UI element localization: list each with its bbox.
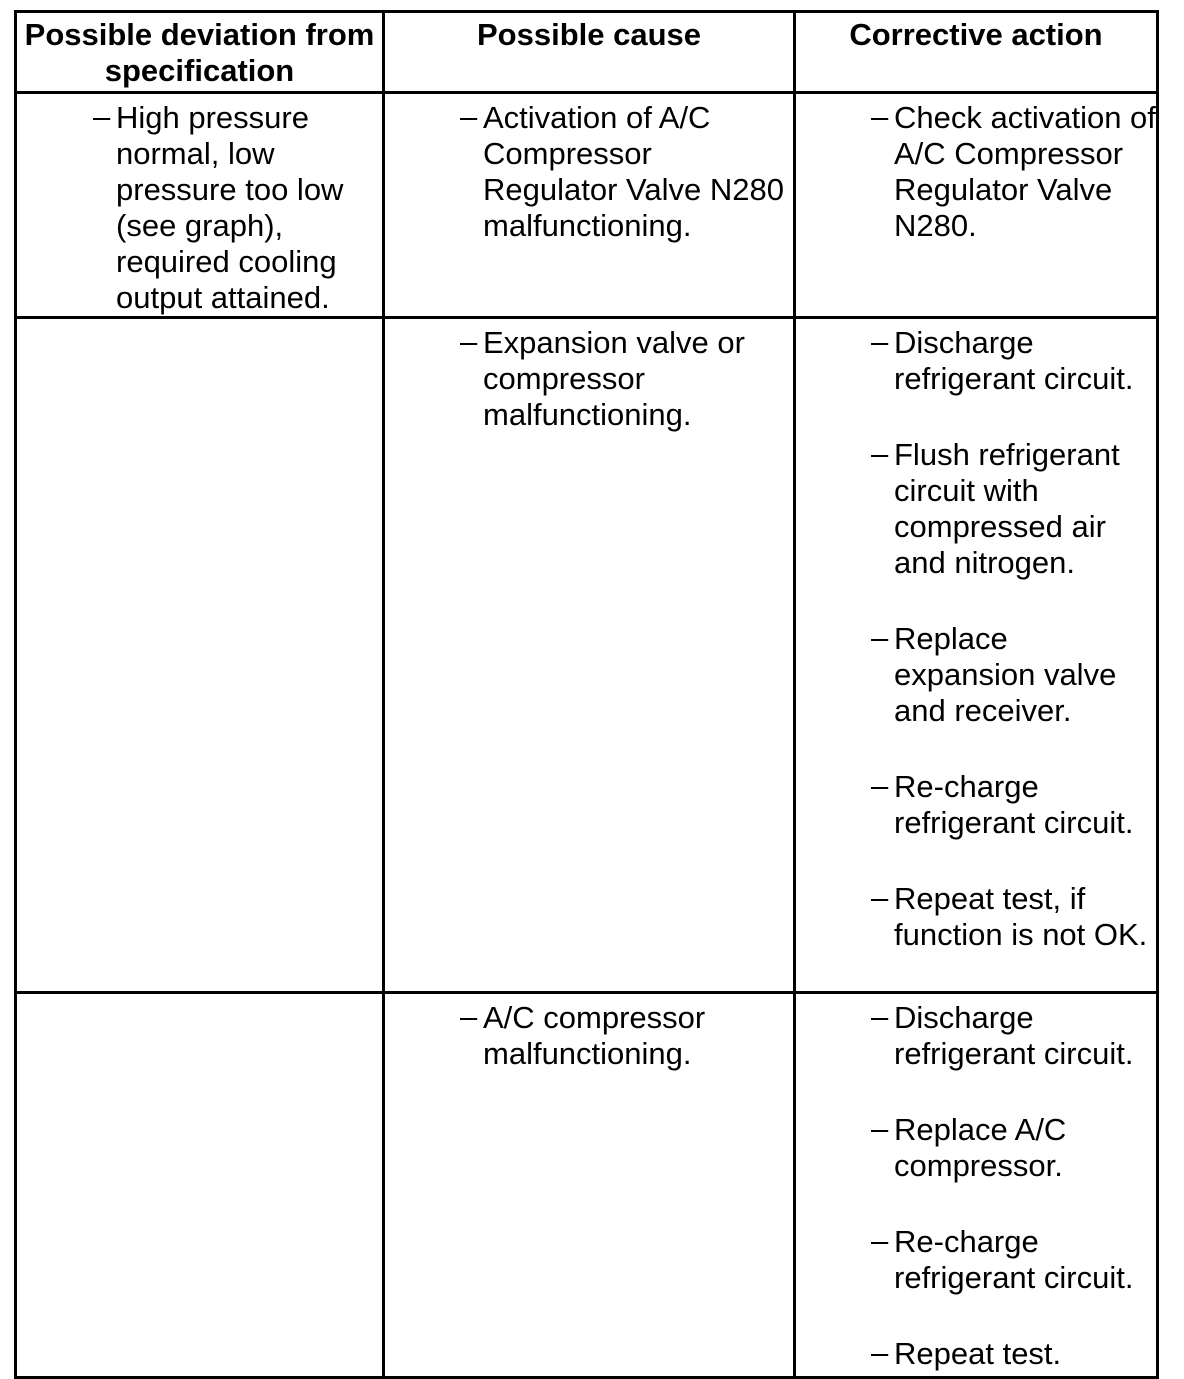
dash-bullet: – bbox=[871, 324, 889, 359]
dash-bullet: – bbox=[460, 324, 478, 359]
list-item bbox=[871, 1336, 1156, 1372]
dash-bullet: – bbox=[871, 1111, 889, 1146]
deviation-cell bbox=[16, 318, 384, 993]
list-item bbox=[871, 621, 1156, 729]
action-text: Replace expansion valve and receiver. bbox=[894, 621, 1117, 728]
header-deviation: Possible deviation from specification bbox=[16, 12, 384, 93]
action-text: Flush refrigerant circuit with compressed air and nitrogen. bbox=[894, 437, 1120, 580]
action-text: Replace A/C compressor. bbox=[894, 1112, 1067, 1183]
dash-bullet: – bbox=[871, 436, 889, 471]
action-text: Re-charge refrigerant circuit. bbox=[894, 1224, 1134, 1295]
cause-text: Expansion valve or compressor malfunctioning. bbox=[483, 325, 745, 432]
action-cell bbox=[795, 993, 1158, 1378]
dash-bullet: – bbox=[871, 620, 889, 655]
list-item bbox=[871, 1000, 1156, 1072]
dash-bullet: – bbox=[871, 99, 889, 134]
action-text: Repeat test, if function is not OK. bbox=[894, 881, 1148, 952]
dash-bullet: – bbox=[871, 1223, 889, 1258]
dash-bullet: – bbox=[871, 1335, 889, 1370]
table-row bbox=[16, 93, 1158, 318]
cause-cell bbox=[384, 993, 795, 1378]
action-text: Discharge refrigerant circuit. bbox=[894, 1000, 1134, 1071]
action-cell bbox=[795, 93, 1158, 318]
dash-bullet: – bbox=[871, 999, 889, 1034]
deviation-cell bbox=[16, 93, 384, 318]
list-item bbox=[460, 100, 793, 244]
table-row bbox=[16, 993, 1158, 1378]
action-text: Repeat test. bbox=[894, 1336, 1062, 1371]
cause-text: Activation of A/C Compressor Regulator Valve N280 malfunctioning. bbox=[483, 100, 784, 243]
list-item bbox=[871, 881, 1156, 953]
list-item bbox=[871, 437, 1156, 581]
list-item bbox=[871, 325, 1156, 397]
action-text: Check activation of A/C Compressor Regulator Valve N280. bbox=[894, 100, 1156, 243]
list-item bbox=[871, 1112, 1156, 1184]
dash-bullet: – bbox=[460, 99, 478, 134]
dash-bullet: – bbox=[871, 768, 889, 803]
action-text: Discharge refrigerant circuit. bbox=[894, 325, 1134, 396]
list-item bbox=[871, 1224, 1156, 1296]
list-item bbox=[460, 1000, 793, 1072]
dash-bullet: – bbox=[93, 99, 111, 134]
action-text: Re-charge refrigerant circuit. bbox=[894, 769, 1134, 840]
list-item bbox=[460, 325, 793, 433]
list-item bbox=[871, 769, 1156, 841]
list-item bbox=[871, 100, 1156, 244]
deviation-cell bbox=[16, 993, 384, 1378]
table-row bbox=[16, 318, 1158, 993]
dash-bullet: – bbox=[871, 880, 889, 915]
cause-cell bbox=[384, 93, 795, 318]
header-cause: Possible cause bbox=[384, 12, 795, 93]
dash-bullet: – bbox=[460, 999, 478, 1034]
cause-cell bbox=[384, 318, 795, 993]
deviation-text: High pressure normal, low pressure too low (see graph), required cooling output attained. bbox=[116, 100, 344, 315]
action-cell bbox=[795, 318, 1158, 993]
cause-text: A/C compressor malfunctioning. bbox=[483, 1000, 706, 1071]
header-row bbox=[16, 12, 1158, 93]
diagnosis-table bbox=[14, 10, 1159, 1379]
list-item bbox=[93, 100, 382, 316]
header-corrective-action: Corrective action bbox=[795, 12, 1158, 93]
